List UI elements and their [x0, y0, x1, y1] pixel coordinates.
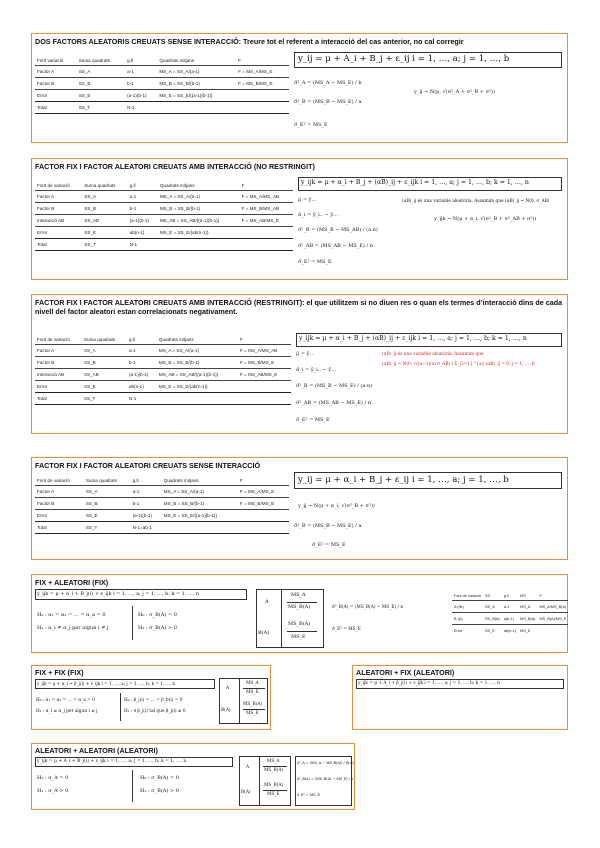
variance-estimate-b: σ̂²_B = (MS_B − MS_E) / a: [294, 523, 362, 529]
table-cell: MS_B = SS_B/(b-1): [157, 78, 236, 90]
hypothesis-h1-b: H₁ : σ_B(A) > 0: [138, 625, 177, 631]
table-cell: Interacció AB: [35, 215, 82, 227]
f-ratio-a-denominator: MS_E: [246, 690, 259, 695]
hypothesis-h1-a: H₁ : α_i ≠ α_j per algun i ≠ j: [37, 625, 109, 631]
table-cell: MS_B(A): [518, 613, 537, 625]
fraction-bar: [263, 766, 287, 767]
table-cell: SS_T: [82, 393, 127, 405]
interaction-assumption-note: (αB)_ij és una variable aleatòria. Assumim que (αB)_ij ~ N(0, σ_AB): [402, 199, 550, 204]
table-cell: F = MS_B/MS_E: [238, 498, 289, 510]
table-cell: Error: [35, 227, 82, 239]
variance-estimate-b: σ̂²_B = (MS_B − MS_E) / (a·n): [296, 383, 373, 389]
restriction-note-line2: (αB)_ij ~ N(0, √((a−1)/a) σ_AB) i Σ_{i=1}^{a} (αB)_ij = 0, j = 1, …, b: [382, 362, 535, 367]
model-equation: y_ij = μ + α_i + B_j + ε_ij i = 1, …, a; j = 1, …, b: [298, 475, 509, 485]
table-cell: MS_A: [518, 601, 537, 613]
section-title: FIX + ALEATORI (FIX): [35, 578, 109, 587]
table-cell: (a-1)(b-1): [128, 215, 158, 227]
table-cell: MS_E = SS_E/((a-1)(b-1)): [162, 510, 238, 522]
table-cell: ab(n-1): [127, 381, 157, 393]
variance-estimate-error: σ̂_E² = MS_E: [294, 122, 328, 128]
table-header-cell: g.ll: [128, 337, 135, 342]
table-cell: Error: [35, 381, 82, 393]
table-cell: F = MS_AB/MS_E: [240, 215, 293, 227]
table-cell: [236, 102, 289, 114]
table-cell: N-1: [127, 393, 157, 405]
table-cell: [236, 90, 289, 102]
f-ratio-a-denominator: MS_B(A): [288, 604, 311, 610]
model-equation: y_ijk = μ + α_i + β_j(i) + ε_ijk i = 1, …, a; j = 1, …, b; k = 1, …, n: [37, 680, 176, 686]
table-cell: N-1: [125, 102, 157, 114]
variance-estimate-ab: σ̂²_AB = (MS_AB − MS_E) / n: [296, 400, 371, 406]
section-title: FIX + FIX (FIX): [35, 668, 84, 677]
table-cell: F = MS_B/MS_E: [238, 357, 291, 369]
table-row: [35, 381, 291, 393]
table-header-row: [452, 591, 568, 601]
f-ratio-a-label: A: [246, 765, 250, 770]
f-ratio-b-numerator: MS_B(A): [243, 702, 263, 707]
table-cell: [158, 239, 240, 251]
table-cell: Factor B: [35, 78, 77, 90]
table-row: [35, 203, 293, 215]
section-fixed-random-interaction-restricted: [31, 294, 568, 434]
table-cell: a-1: [128, 191, 158, 203]
model-equation: y_ij = μ + A_i + B_j + ε_ij i = 1, …, a; j = 1, …, b: [298, 54, 510, 64]
mean-estimate: μ̂ = ȳ…: [298, 197, 317, 203]
table-total-row: [35, 102, 289, 114]
table-row: [35, 227, 293, 239]
table-cell: b-1: [128, 203, 158, 215]
table-cell: SS_T: [77, 102, 125, 114]
table-cell: a-1: [502, 601, 518, 613]
table-row: [35, 66, 289, 78]
hypothesis-h1-a: H₁ : α_i ≠ α_j per algun i ≠ j: [36, 709, 98, 714]
table-cell: [240, 227, 293, 239]
table-header-row: [35, 181, 293, 191]
table-cell: SS_E: [84, 510, 131, 522]
model-equation: y_ijk = μ + A_i + B_j(i) + ε_ijk i = 1, …, a; j = 1, …, b; k = 1, …, n: [37, 758, 187, 764]
table-cell: [157, 393, 238, 405]
variance-estimate-error: σ̂_E² = MS_E: [332, 627, 361, 632]
variance-estimate-ba: σ̂²_B(A) = (MS_B(A) − MS_E) / n: [297, 777, 354, 781]
variance-estimate-a: σ̂²_A = (MS_A − MS_E) / b: [294, 80, 362, 86]
variance-estimate-error: σ̂_E² = MS_E: [298, 259, 332, 265]
hypothesis-divider: [132, 770, 133, 802]
table-cell: ab(n-1): [502, 625, 518, 637]
f-ratio-divider: [239, 678, 240, 724]
table-cell: [238, 381, 291, 393]
model-equation: y_ijk = μ + A_i + β_j(i) + ε_ijk i = 1, …, a; j = 1, …, b; k = 1, …, n: [358, 680, 500, 686]
table-cell: MS_B = SS_B/(b-1): [157, 357, 238, 369]
table-cell: SS_E: [82, 381, 127, 393]
f-ratio-box: [219, 678, 268, 724]
section-title: FACTOR FIX I FACTOR ALEATORI CREUATS SENSE INTERACCIÓ: [35, 461, 261, 470]
section-title: DOS FACTORS ALEATORIS CREUATS SENSE INTERACCIÓ: Treure tot el referent a interacció del cas anterior, no cal corregir: [35, 37, 464, 46]
table-header-cell: Quadrats mitjans: [159, 183, 195, 188]
table-cell: MS_E = SS_E/(ab(n-1)): [158, 227, 240, 239]
distribution-formula: y_ijk ~ N(μ + α_i, √(σ²_B + σ²_AB + σ²)): [434, 216, 537, 222]
f-ratio-divider: [259, 756, 260, 806]
model-equation: y_ijk = μ + α_i + B_j + (αB)_ij + ε_ijk i = 1, …, a; j = 1, …, b; k = 1, …, n: [299, 335, 527, 342]
table-cell: F = MS_B/MS_E: [236, 78, 289, 90]
table-cell: MS_A = SS_A/(a-1): [157, 66, 236, 78]
table-cell: MS_E: [518, 625, 537, 637]
hypothesis-h0-b: H₀ : β_j(i) = … = β_b(i) = 0: [124, 698, 183, 703]
table-cell: SS_E: [483, 625, 502, 637]
table-header-cell: Suma quadrats: [78, 58, 110, 63]
fraction-bar: [263, 790, 287, 791]
f-ratio-a-numerator: MS_A: [267, 759, 280, 764]
f-ratio-b-numerator: MS_B(A): [264, 783, 284, 788]
table-header-cell: F: [239, 337, 243, 342]
table-cell: F = MS_AB/MS_E: [238, 369, 291, 381]
section-nested-random-random: [31, 743, 355, 810]
section-nested-fixed-random: [31, 574, 568, 653]
anova-table: [35, 335, 291, 405]
table-cell: F = MS_A/MS_E: [236, 66, 289, 78]
table-cell: MS_B = SS_B/(b-1): [162, 498, 238, 510]
distribution-formula: y_ij ~ N(μ + α_i, √(σ²_B + σ²)): [298, 503, 375, 509]
table-header-cell: g.ll: [132, 478, 139, 483]
restriction-note-line1: (αB)_ij és una variable aleatòria. Assumim que: [382, 352, 484, 357]
table-row: [35, 215, 293, 227]
table-cell: Error: [35, 510, 84, 522]
distribution-formula: y_ij ~ N(μ, √(σ²_A + σ²_B + σ²)): [414, 89, 495, 95]
section-two-random-crossed-no-interaction: [31, 33, 568, 143]
table-header-cell: g.ll: [129, 183, 136, 188]
variance-estimate-error: σ̂_E² = MS_E: [297, 793, 320, 797]
table-header-cell: F: [238, 58, 241, 63]
table-row: [452, 613, 568, 625]
variance-estimate-b: σ̂²_B = (MS_B − MS_E) / a: [294, 99, 362, 105]
table-header-cell: Suma quadrats: [84, 183, 116, 188]
anova-table: [35, 56, 289, 114]
table-cell: MS_B(A)/MS_E: [537, 613, 568, 625]
table-row: [35, 191, 293, 203]
table-cell: SS_AB: [82, 369, 127, 381]
table-cell: Factor A: [35, 486, 84, 498]
table-cell: SS_E: [82, 227, 127, 239]
hypothesis-h1-b: H₁ : σ_B(A) > 0: [140, 788, 179, 794]
table-cell: MS_A = SS_A/(a-1): [157, 345, 238, 357]
table-row: [35, 357, 291, 369]
table-cell: [238, 522, 289, 534]
hypothesis-h0-b: H₀ : σ_B(A) = 0: [140, 775, 179, 781]
table-header-cell: Quadrats mitjans: [158, 337, 194, 342]
table-header-row: [35, 56, 289, 66]
f-ratio-a-denominator: MS_B(A): [264, 768, 284, 773]
table-row: [35, 486, 289, 498]
table-cell: [238, 510, 289, 522]
table-header-cell: F: [239, 478, 243, 483]
table-cell: SS_T: [84, 522, 131, 534]
table-header-cell: Quadrats mitjans: [159, 58, 195, 63]
table-header-cell: g.ll: [127, 58, 134, 63]
table-row: [35, 345, 291, 357]
table-total-row: [35, 239, 293, 251]
table-header-cell: Font de variació: [454, 593, 482, 598]
section-fixed-random-no-interaction: [31, 457, 568, 560]
table-cell: a(b-1): [502, 613, 518, 625]
f-ratio-a-label: A: [226, 686, 230, 691]
f-ratio-box: [256, 589, 324, 648]
hypothesis-h0-a: H₀ : σ_A = 0: [37, 775, 69, 781]
section-title: FACTOR FIX I FACTOR ALEATORI CREUATS AMB INTERACCIÓ (RESTRINGIT): el que utilitzem si no diuen res o quan els termes d’interacció dins de cada nivell del factor aleatori estan correlacionats negativament.: [35, 298, 563, 316]
table-cell: (a-1)(b-1): [125, 90, 157, 102]
table-total-row: [35, 393, 291, 405]
table-cell: N-1=ab-1: [131, 522, 162, 534]
table-cell: b-1: [131, 498, 162, 510]
table-header-row: [35, 335, 291, 345]
variance-estimate-error: σ̂_E² = MS_E: [312, 542, 346, 548]
table-cell: Total: [35, 522, 84, 534]
anova-table: [35, 181, 293, 251]
f-ratio-b-label: B(A): [241, 790, 251, 795]
table-cell: SS_B: [82, 203, 127, 215]
table-header-cell: Quadrats mitjans: [163, 478, 199, 483]
f-ratio-a-numerator: MS_A: [246, 681, 259, 686]
alpha-estimate: α̂_i = ȳ_i.. − ȳ…: [296, 367, 337, 373]
variance-estimate-ab: σ̂²_AB = (MS_AB − MS_E) / n: [298, 243, 373, 249]
table-row: [35, 510, 289, 522]
variance-estimate-b: σ̂²_B = (MS_B − MS_AB) / (a·n): [298, 227, 378, 233]
table-cell: Factor A: [35, 191, 82, 203]
table-cell: b-1: [127, 357, 157, 369]
table-header-cell: g.ll: [503, 593, 509, 598]
table-cell: ab(n-1): [128, 227, 158, 239]
table-cell: [157, 102, 236, 114]
table-header-row: [35, 476, 289, 486]
table-cell: SS_AB: [82, 215, 127, 227]
table-cell: F = MS_B/MS_AB: [240, 203, 293, 215]
fraction-bar: [243, 688, 265, 689]
table-cell: (a-1)(b-1): [127, 369, 157, 381]
table-cell: F = MS_A/MS_AB: [238, 345, 291, 357]
table-cell: [162, 522, 238, 534]
fraction-bar: [287, 602, 317, 603]
table-cell: [537, 625, 568, 637]
variance-estimate-ba: σ̂²_B(A) = (MS_B(A) − MS_E) / n: [332, 605, 404, 610]
table-cell: SS_A: [82, 345, 127, 357]
table-cell: MS_E = SS_E/((a-1)(b-1)): [157, 90, 236, 102]
hypothesis-h1-a: H₁ : σ_A > 0: [37, 788, 69, 794]
table-row: [35, 78, 289, 90]
table-cell: a-1: [125, 66, 157, 78]
table-header-cell: Font de variació: [37, 337, 70, 342]
hypothesis-h0-a: H₀ : α₁ = α₂ = … = α_a = 0: [37, 612, 106, 618]
table-row: [35, 369, 291, 381]
mean-estimate: μ̂ = ȳ…: [296, 351, 315, 357]
hypothesis-h1-b: H₁ : ∃ β_j(i) tal que β_j(i) ≠ 0: [124, 709, 186, 714]
table-cell: MS_A/MS_B(A): [537, 601, 568, 613]
f-ratio-b-label: B(A): [258, 630, 270, 636]
table-cell: Total: [35, 239, 82, 251]
table-row: [35, 90, 289, 102]
section-nested-fixed-fixed: [31, 665, 271, 730]
table-cell: SS_B(A): [483, 613, 502, 625]
fraction-bar: [243, 709, 265, 710]
variance-estimate-error: σ̂_E² = MS_E: [296, 417, 330, 423]
table-header-cell: F: [539, 593, 542, 598]
table-cell: [240, 239, 293, 251]
table-cell: Factor B: [35, 357, 82, 369]
table-cell: MS_AB = SS_AB/((a-1)(b-1)): [158, 215, 240, 227]
table-cell: F = MS_A/MS_E: [238, 486, 289, 498]
table-cell: Factor B: [35, 498, 84, 510]
table-cell: SS_B: [84, 498, 131, 510]
table-cell: Error: [452, 625, 483, 637]
f-ratio-divider: [281, 589, 282, 648]
section-nested-random-fixed: [352, 665, 568, 730]
table-cell: MS_E = SS_E/(ab(n-1)): [157, 381, 238, 393]
table-cell: b-1: [125, 78, 157, 90]
table-cell: F = MS_A/MS_AB: [240, 191, 293, 203]
f-ratio-a-label: A: [265, 599, 269, 605]
table-cell: N-1: [128, 239, 158, 251]
table-cell: Total: [35, 393, 82, 405]
f-ratio-box: [239, 756, 291, 806]
f-ratio-b-denominator: MS_E: [246, 711, 259, 716]
table-header-cell: Font variació: [37, 58, 64, 63]
f-ratio-b-denominator: MS_E: [291, 634, 306, 640]
f-ratio-a-numerator: MS_A: [291, 592, 306, 598]
table-header-cell: Font de variació: [37, 478, 70, 483]
hypothesis-h0-a: H₀ : α₁ = α₂ = … = α_a = 0: [36, 698, 95, 703]
table-cell: SS_A: [84, 486, 131, 498]
table-header-cell: Font de variació: [37, 183, 70, 188]
model-equation: y_ijk = μ + α_i + B_j + (αB)_ij + ε_ijk i = 1, …, a; j = 1, …, b; k = 1, …, n: [301, 179, 529, 186]
table-header-cell: Suma quadrats: [83, 337, 116, 342]
section-title: ALEATORI + ALEATORI (ALEATORI): [35, 746, 158, 755]
table-cell: SS_E: [77, 90, 125, 102]
variance-estimate-a: σ̂²_A = (MS_A − MS_B(A)) / (b·n): [297, 761, 354, 765]
anova-table: [452, 591, 568, 636]
table-row: [452, 625, 568, 637]
table-row: [452, 601, 568, 613]
f-ratio-b-numerator: MS_B(A): [288, 621, 311, 627]
table-cell: SS_B: [77, 78, 125, 90]
table-cell: (a-1)(b-1): [131, 510, 162, 522]
table-header-cell: MS: [520, 593, 526, 598]
alpha-estimate: α̂_i = ȳ_i.. − ȳ…: [298, 212, 339, 218]
table-cell: Factor A: [35, 345, 82, 357]
table-cell: A (fix): [452, 601, 483, 613]
f-ratio-b-label: B(A): [221, 708, 231, 713]
table-cell: SS_A: [483, 601, 502, 613]
table-total-row: [35, 522, 289, 534]
table-cell: Error: [35, 90, 77, 102]
table-cell: Factor B: [35, 203, 82, 215]
section-title: ALEATORI + FIX (ALEATORI): [356, 668, 455, 677]
table-cell: SS_T: [82, 239, 127, 251]
anova-table: [35, 476, 289, 534]
table-cell: [238, 393, 291, 405]
table-cell: a-1: [127, 345, 157, 357]
table-cell: Interacció AB: [35, 369, 82, 381]
table-header-cell: SS: [485, 593, 491, 598]
table-cell: MS_A = SS_A/(a-1): [162, 486, 238, 498]
table-cell: SS_B: [82, 357, 127, 369]
table-cell: MS_B = SS_B/(b-1): [158, 203, 240, 215]
hypothesis-h0-b: H₀ : σ_B(A) = 0: [138, 612, 177, 618]
table-header-cell: Suma quadrats: [85, 478, 117, 483]
table-cell: Factor A: [35, 66, 77, 78]
section-fixed-random-interaction-unrestricted: [31, 158, 568, 280]
fraction-bar: [287, 631, 317, 632]
hypothesis-divider: [132, 606, 133, 640]
table-row: [35, 498, 289, 510]
table-cell: a-1: [131, 486, 162, 498]
table-cell: MS_AB = SS_AB/((a-1)(b-1)): [157, 369, 238, 381]
model-equation: y_ijk = μ + α_i + B_j(i) + ε_ijk i = 1, …, a; j = 1, …, b; k = 1, …, n: [37, 590, 200, 597]
table-header-cell: F: [241, 183, 245, 188]
table-cell: SS_A: [77, 66, 125, 78]
hypothesis-divider: [120, 693, 121, 721]
section-title: FACTOR FIX I FACTOR ALEATORI CREUATS AMB INTERACCIÓ (NO RESTRINGIT): [35, 162, 315, 171]
f-ratio-b-denominator: MS_E: [267, 792, 280, 797]
table-cell: B (A): [452, 613, 483, 625]
table-cell: MS_A = SS_A/(a-1): [158, 191, 240, 203]
table-cell: SS_A: [82, 191, 127, 203]
table-cell: Total: [35, 102, 77, 114]
